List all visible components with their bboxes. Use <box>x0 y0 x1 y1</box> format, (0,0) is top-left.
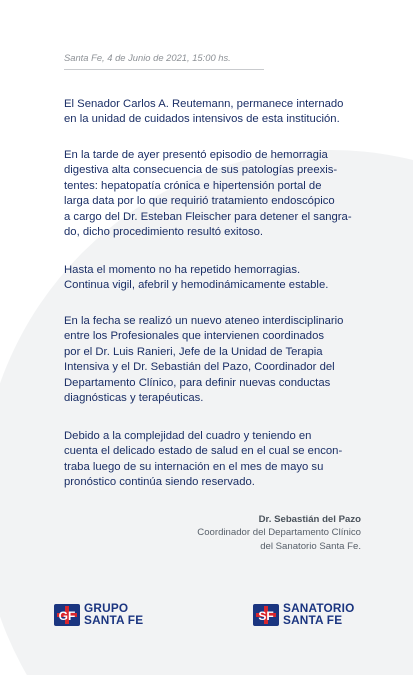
paragraph-line: Debido a la complejidad del cuadro y teniendo en <box>64 430 312 442</box>
paragraph-3 <box>64 263 384 294</box>
paragraph-line: por el Dr. Luis Ranieri, Jefe de la Unidad de Terapia <box>64 345 323 358</box>
logo-text-line2: SANTA FE <box>84 613 144 627</box>
signatory-role: Coordinador del Departamento Clínico <box>197 527 361 539</box>
logo-text-line1: GRUPO <box>84 601 129 616</box>
paragraph-line: en la unidad de cuidados intensivos de esta institución. <box>64 113 340 126</box>
paragraph-line: En la tarde de ayer presentó episodio de hemorragia <box>64 149 328 161</box>
paragraph-2 <box>64 148 384 240</box>
signatory-name: Dr. Sebastián del Pazo <box>258 514 361 525</box>
paragraph-line: a cargo del Dr. Esteban Fleischer para detener el sangra- <box>64 210 352 223</box>
logo-text-line1: SANATORIO <box>283 601 355 616</box>
signatory-institution: del Sanatorio Santa Fe. <box>260 540 361 552</box>
paragraph-line: Hasta el momento no ha repetido hemorragias. <box>64 264 301 276</box>
paragraph-line: pronóstico continúa siendo reservado. <box>64 476 255 489</box>
paragraph-line: digestiva alta consecuencia de sus patologías preexis- <box>64 164 338 177</box>
paragraph-line: Departamento Clínico, para definir nuevas conductas <box>64 376 331 389</box>
paragraph-line: Continua vigil, afebril y hemodinámicamente estable. <box>64 279 329 292</box>
paragraph-line: En la fecha se realizó un nuevo ateneo interdisciplinario <box>64 315 344 327</box>
paragraph-4 <box>64 314 384 406</box>
logo-text-line2: SANTA FE <box>283 613 343 627</box>
grupo-santa-fe-logo <box>54 600 143 630</box>
paragraph-1 <box>64 97 384 128</box>
gf-mark-icon <box>54 604 80 626</box>
sanatorio-santa-fe-logo <box>253 600 355 630</box>
paragraph-line: tentes: hepatopatía crónica e hipertensión portal de <box>64 179 322 192</box>
paragraph-line: entre los Profesionales que intervienen coordinados <box>64 330 324 343</box>
paragraph-line: larga data por lo que requirió tratamiento endoscópico <box>64 195 335 208</box>
signature-block <box>197 513 361 553</box>
paragraph-line: Intensiva y el Dr. Sebastián del Pazo, Coordinador del <box>64 361 335 374</box>
paragraph-line: traba luego de su internación en el mes de mayo su <box>64 460 324 473</box>
paragraph-line: cuenta el delicado estado de salud en el cual se encon- <box>64 445 343 458</box>
svg-text:SF: SF <box>258 609 274 623</box>
svg-text:GF: GF <box>58 609 76 623</box>
sf-mark-icon <box>253 604 279 626</box>
paragraph-5 <box>64 429 384 491</box>
dateline: Santa Fe, 4 de Junio de 2021, 15:00 hs. <box>64 52 264 70</box>
paragraph-line: do, dicho procedimiento resultó exitoso. <box>64 226 264 239</box>
paragraph-line: El Senador Carlos A. Reutemann, permanece internado <box>64 98 344 110</box>
paragraph-line: diagnósticas y terapéuticas. <box>64 392 204 405</box>
